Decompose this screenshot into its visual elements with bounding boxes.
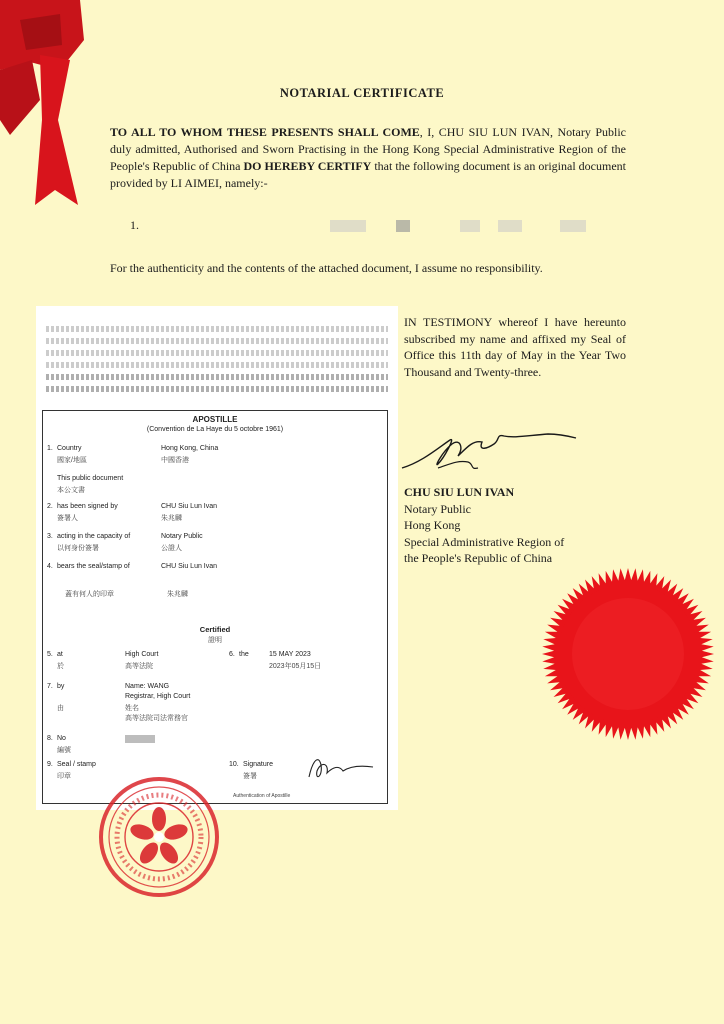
apostille-title: APOSTILLE [192,415,238,424]
certify-bold: DO HEREBY CERTIFY [243,159,372,173]
apostille-footer: Authentication of Apostille [233,793,291,799]
intro-bold: TO ALL TO WHOM THESE PRESENTS SHALL COME [110,125,420,139]
certificate-intro [110,124,626,192]
notary-region-2: the People's Republic of China [404,551,553,565]
redaction-block [396,220,410,232]
redacted-prefix: 1. [130,218,139,232]
redacted-document-line [130,218,600,236]
apostille-certified: Certified [199,625,231,634]
apostille-row-country: 1. Country Hong Kong, China [47,445,219,452]
notary-region-1: Special Administrative Region of [404,534,565,549]
certificate-title: NOTARIAL CERTIFICATE [279,86,445,100]
apostille-row-document: This public document [57,475,124,482]
notary-block [404,484,624,567]
apostille-row-seal-stamp: 9. Seal / stamp 10. Signature [47,761,273,768]
intro-text: , I, CHU SIU LUN IVAN, Notary Public duly admitted, Authorised and Sworn Practising in the Hong Kong Special Administrative Region of the People's Republic of China [110,125,626,173]
notary-name: CHU SIU LUN IVAN [404,485,515,499]
apostille-row-number: 8. No [43,735,387,749]
intro-tail: that the following document is an original document provided by LI AIMEI, namely:- [110,159,626,190]
testimony-statement: IN TESTIMONY whereof I have hereunto subscribed my name and affixed my Seal of Office this 11th day of May in the Year Two Thousand and Twenty-three. [404,315,626,379]
redaction-block [330,220,366,232]
redaction-block [460,220,480,232]
red-wax-seal [540,566,716,742]
red-ribbon-seal [0,0,110,210]
apostille-box: APOSTILLE (Convention de La Haye du 5 octobre 1961) 1. Country Hong Kong, China 國家/地區 中國香港 This public document 本公文書 2. has been signed by CHU Siu Lun Ivan 簽署人 朱兆麟 3. acting in the capacity of Notary Public 以何身份簽署 公證人 4. bears the seal/stamp of CHU Siu Lun Ivan 蓋有何人的印章 朱兆麟 Certified 證明 5. at High Court 6. the 15 MAY 2023 於 高等法院 2023年05月15日 7. by Name: WANG Registrar, High Court 由 姓名 高等法院司法常務官 8. No 編號 9. Seal / stamp 10. Signature 印章 簽署 Authentication of Apostille [42,410,388,804]
notary-signature [398,418,588,482]
redaction-block [125,735,155,743]
apostille-row-capacity: 3. acting in the capacity of Notary Public [47,533,203,540]
registrar-signature [303,751,377,785]
redaction-block [498,220,522,232]
apostille-row-seal: 4. bears the seal/stamp of CHU Siu Lun Ivan [47,563,218,570]
redaction-block [560,220,586,232]
notary-title: Notary Public [404,501,471,516]
apostille-subtitle: (Convention de La Haye du 5 octobre 1961) [146,426,284,433]
responsibility-statement: For the authenticity and the contents of the attached document, I assume no responsibility. [110,261,543,275]
apostille-row-signed: 2. has been signed by CHU Siu Lun Ivan [47,503,218,510]
hong-kong-emblem-seal [96,774,222,900]
apostille-row-at: 5. at High Court 6. the 15 MAY 2023 [47,651,311,658]
attached-header-text [46,326,388,392]
apostille-row-by: 7. by Name: WANG [47,683,170,690]
attached-apostille-document [36,306,398,810]
notary-place: Hong Kong [404,518,461,532]
